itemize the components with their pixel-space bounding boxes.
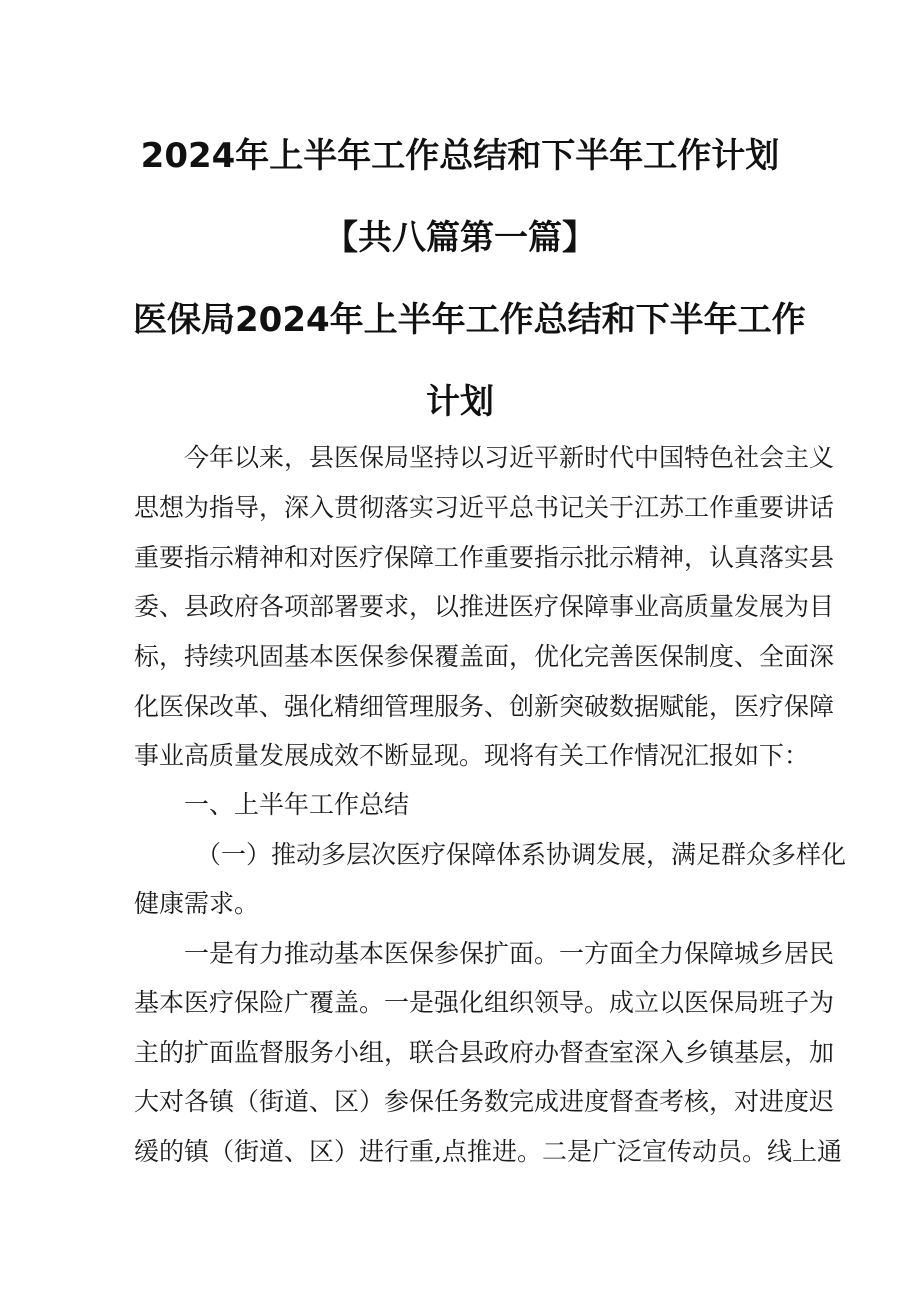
paragraph-line: 一是有力推动基本医保参保扩面。一方面全力保障城乡居民 <box>184 939 835 968</box>
section-title-continued: 计划 <box>426 382 494 422</box>
document-subtitle: 【共八篇第一篇】 <box>324 218 596 258</box>
paragraph-line: 缓的镇（街道、区）进行重,点推进。二是广泛宣传动员。线上通 <box>134 1137 842 1166</box>
paragraph-line: 基本医疗保险广覆盖。一是强化组织领导。成立以医保局班子为 <box>134 988 835 1017</box>
document-title: 2024年上半年工作总结和下半年工作计划 <box>140 136 780 176</box>
subsection-heading: （一）推动多层次医疗保障体系协调发展，满足群众多样化 <box>196 840 847 869</box>
section-heading: 一、上半年工作总结 <box>184 790 410 819</box>
paragraph-line: 思想为指导，深入贯彻落实习近平总书记关于江苏工作重要讲话 <box>134 493 835 522</box>
paragraph-line: 重要指示精神和对医疗保障工作重要指示批示精神，认真落实县 <box>134 543 835 572</box>
paragraph-line: 委、县政府各项部署要求，以推进医疗保障事业高质量发展为目 <box>134 592 835 621</box>
paragraph-line: 标，持续巩固基本医保参保覆盖面，优化完善医保制度、全面深 <box>134 642 835 671</box>
paragraph-line: 今年以来，县医保局坚持以习近平新时代中国特色社会主义 <box>184 443 835 472</box>
section-title: 医保局2024年上半年工作总结和下半年工作 <box>133 300 806 340</box>
paragraph-line: 大对各镇（街道、区）参保任务数完成进度督查考核，对进度迟 <box>134 1087 835 1116</box>
subsection-heading-continued: 健康需求。 <box>134 889 260 918</box>
paragraph-line: 主的扩面监督服务小组，联合县政府办督查室深入乡镇基层，加 <box>134 1038 835 1067</box>
paragraph-line: 事业高质量发展成效不断显现。现将有关工作情况汇报如下： <box>134 741 810 770</box>
paragraph-line: 化医保改革、强化精细管理服务、创新突破数据赋能，医疗保障 <box>134 692 835 721</box>
